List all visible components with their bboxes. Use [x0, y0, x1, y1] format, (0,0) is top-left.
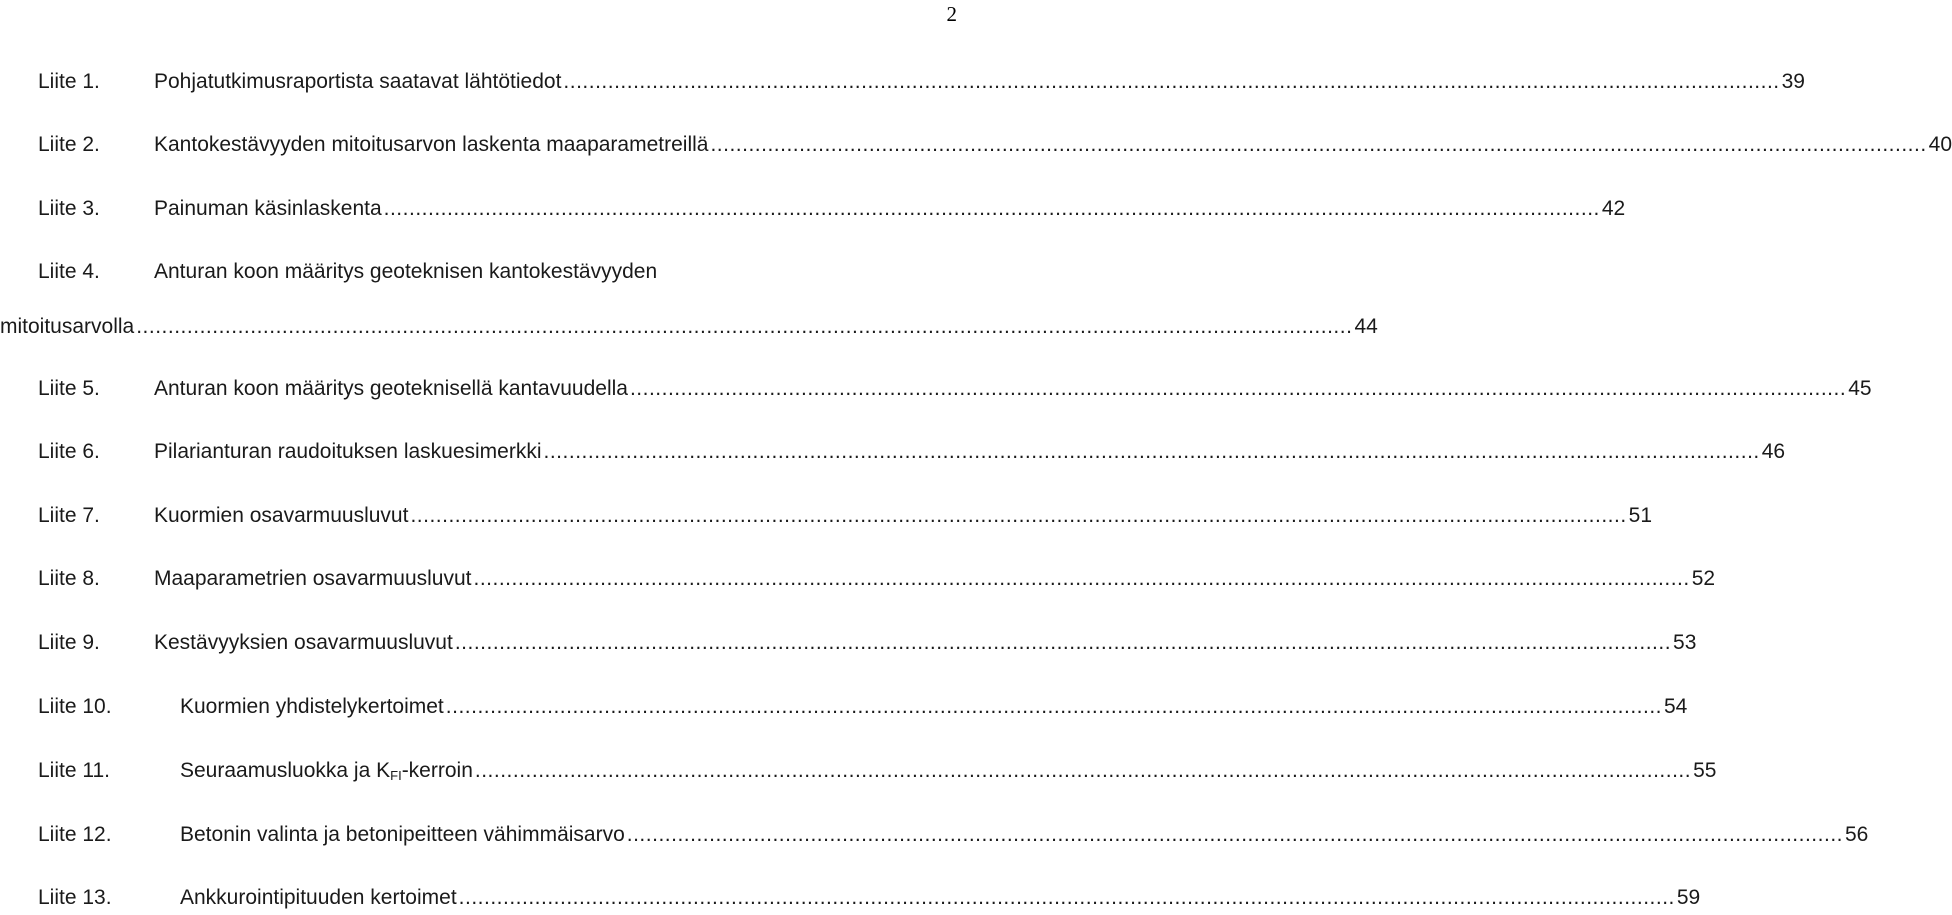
toc-dot-leader: ................................................................................................................................................................................................: [626, 823, 1843, 846]
toc-entry-title: Pilarianturan raudoituksen laskuesimerkki: [154, 440, 542, 463]
toc-entry-title: Kuormien osavarmuusluvut: [154, 504, 409, 527]
toc-entry[interactable]: [0, 374, 1872, 404]
toc-entry-title-suffix: -kerroin: [401, 759, 473, 782]
toc-entry-title: Painuman käsinlaskenta: [154, 197, 382, 220]
toc-entry-title-prefix: Seuraamusluokka ja K: [180, 759, 391, 782]
toc-dot-leader: ................................................................................................................................................................................................: [474, 759, 1692, 782]
toc-entry[interactable]: [0, 628, 1697, 658]
toc-dot-leader: ................................................................................................................................................................................................: [136, 315, 1353, 338]
toc-entry-page: 42: [1601, 197, 1626, 220]
toc-entry-title-continued: mitoitusarvolla: [0, 315, 135, 338]
toc-entry-page: 51: [1628, 504, 1653, 527]
toc-entry-title: Maaparametrien osavarmuusluvut: [154, 567, 472, 590]
toc-dot-leader: ................................................................................................................................................................................................: [454, 631, 1672, 654]
toc-entry-label: Liite 9.: [38, 631, 100, 654]
toc-entry-line1[interactable]: [0, 257, 955, 287]
toc-dot-leader: ................................................................................................................................................................................................: [383, 197, 1600, 220]
toc-dot-leader: ................................................................................................................................................................................................: [445, 695, 1662, 718]
toc-entry-title: Kuormien yhdistelykertoimet: [180, 695, 444, 718]
toc-entry-label: Liite 6.: [38, 440, 100, 463]
toc-entry-label: Liite 13.: [38, 886, 112, 909]
toc-entry-title: Kantokestävyyden mitoitusarvon laskenta maaparametreillä: [154, 133, 709, 156]
toc-entry-line2[interactable]: [0, 312, 1378, 342]
toc-entry-label: Liite 3.: [38, 197, 100, 220]
toc-entry-title: Ankkurointipituuden kertoimet: [180, 886, 457, 909]
toc-dot-leader: ................................................................................................................................................................................................: [458, 886, 1675, 909]
toc-entry-title: Kestävyyksien osavarmuusluvut: [154, 631, 453, 654]
toc-entry-label: Liite 7.: [38, 504, 100, 527]
toc-entry-label: Liite 2.: [38, 133, 100, 156]
toc-dot-leader: ................................................................................................................................................................................................: [710, 133, 1927, 156]
toc-entry[interactable]: [0, 437, 1786, 467]
page-number: 2: [946, 2, 957, 26]
toc-entry-page: 54: [1664, 695, 1688, 718]
toc-entry-title: Anturan koon määritys geoteknisen kantokestävyyden: [154, 260, 658, 283]
toc-entry-label: Liite 4.: [38, 260, 100, 283]
toc-entry-label: Liite 8.: [38, 567, 100, 590]
toc-entry-label: Liite 11.: [38, 759, 110, 782]
toc-entry-title: Betonin valinta ja betonipeitteen vähimmäisarvo: [180, 823, 625, 846]
toc-entry-title: Pohjatutkimusraportista saatavat lähtötiedot: [154, 70, 562, 93]
toc-entry-page: 52: [1691, 567, 1716, 590]
toc-entry-title: [180, 756, 473, 786]
toc-entry[interactable]: [0, 130, 1952, 160]
toc-dot-leader: ................................................................................................................................................................................................: [543, 440, 1760, 463]
toc-entry[interactable]: [0, 194, 1626, 224]
toc-entry[interactable]: [0, 820, 1869, 850]
toc-entry-page: 45: [1848, 377, 1872, 400]
toc-dot-leader: ................................................................................................................................................................................................: [563, 70, 1780, 93]
toc-entry-title: Anturan koon määritys geoteknisellä kantavuudella: [154, 377, 628, 400]
toc-entry-page: 40: [1928, 133, 1952, 156]
toc-entry-page: 59: [1676, 886, 1701, 909]
toc-entry-title-subscript: FI: [390, 768, 402, 783]
toc-dot-leader: ................................................................................................................................................................................................: [629, 377, 1847, 400]
toc-entry-page: 39: [1781, 70, 1805, 93]
toc-entry-label: Liite 10.: [38, 695, 112, 718]
toc-entry[interactable]: [0, 756, 1717, 786]
toc-entry-label: Liite 1.: [38, 70, 100, 93]
toc-dot-leader: ................................................................................................................................................................................................: [410, 504, 1627, 527]
toc-entry-label: Liite 12.: [38, 823, 112, 846]
toc-entry-page: 56: [1844, 823, 1869, 846]
toc-dot-leader: ................................................................................................................................................................................................: [473, 567, 1690, 590]
toc-entry[interactable]: [0, 564, 1716, 594]
toc-entry-page: 44: [1354, 315, 1378, 338]
toc-entry-label: Liite 5.: [38, 377, 100, 400]
toc-entry-page: 53: [1673, 631, 1697, 654]
toc-entry[interactable]: [0, 883, 1701, 913]
toc-entry-page: 46: [1761, 440, 1786, 463]
toc-entry[interactable]: [0, 692, 1688, 722]
toc-entry-page: 55: [1693, 759, 1717, 782]
toc-entry[interactable]: [0, 67, 1805, 97]
toc-entry[interactable]: [0, 501, 1653, 531]
